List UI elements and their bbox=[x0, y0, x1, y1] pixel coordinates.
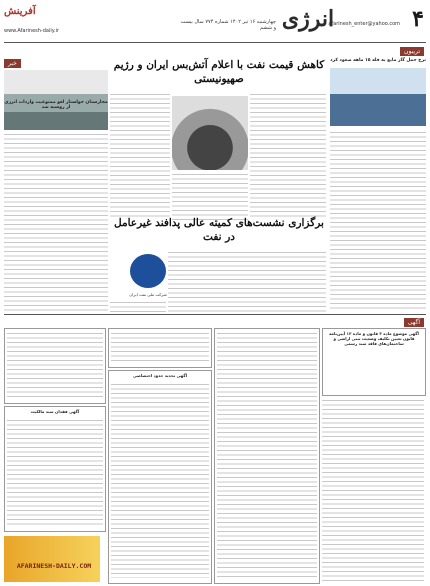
article-body-center-right bbox=[250, 92, 326, 220]
newspaper-logo: انرژی bbox=[281, 6, 335, 32]
notice-title-3: آگهی فقدان سند مالکیت bbox=[30, 409, 80, 414]
notice-body-1 bbox=[322, 398, 424, 582]
lng-ship-image bbox=[330, 68, 426, 126]
article-body-center-second bbox=[168, 250, 326, 312]
notice-body-6 bbox=[7, 418, 103, 526]
website-banner[interactable] bbox=[4, 536, 100, 582]
page-number: ۴ bbox=[412, 6, 424, 32]
notice-box-1 bbox=[322, 328, 426, 396]
notice-body-5 bbox=[7, 331, 103, 399]
oil-barrel-image bbox=[172, 96, 248, 170]
notice-box-4 bbox=[108, 370, 212, 584]
notice-body-2 bbox=[217, 331, 317, 579]
website-banner-text[interactable]: AFARINESH-DAILY.COM bbox=[16, 562, 92, 570]
section-tag-left: خبر bbox=[4, 59, 21, 68]
website-url[interactable]: www.Afarinesh-daily.ir bbox=[4, 28, 60, 34]
article-title-left: مجارستان خواستار لغو ممنوعیت واردات انرژی از روسیه شد bbox=[4, 100, 108, 110]
notice-box-3 bbox=[108, 328, 212, 368]
notice-box-2 bbox=[214, 328, 320, 584]
article-body-left bbox=[4, 132, 108, 312]
masthead bbox=[0, 0, 430, 46]
center-headline: برگزاری نشست‌های کمیته عالی پدافند غیرعامل در نفت bbox=[114, 217, 324, 243]
article-body-center-bottom bbox=[110, 300, 166, 312]
notice-body-4 bbox=[111, 382, 209, 578]
brand-logo-small: آفرینش bbox=[4, 6, 36, 17]
main-headline: کاهش قیمت نفت با اعلام آتش‌بس ایران و رژیم صهیونیستی bbox=[113, 59, 325, 85]
article-title-right: نرخ حمل گاز مایع به قله ۱۵ ماهه صعود کرد bbox=[330, 58, 426, 63]
masthead-rule bbox=[4, 42, 426, 43]
notices-rule bbox=[4, 314, 426, 315]
section-tag-right: تریبون bbox=[400, 47, 424, 56]
section-tag-notices: آگهی bbox=[404, 318, 424, 327]
notice-title-2: آگهی تحدید حدود اختصاصی bbox=[132, 373, 188, 378]
notice-body-3 bbox=[111, 331, 209, 363]
nioc-logo-caption: شرکت ملی نفت ایران bbox=[129, 292, 167, 297]
date-line: چهارشنبه ۱۶ تیر ۱۴۰۲ شماره ۷۷۴ سال بیست و ششم bbox=[180, 19, 276, 31]
article-body-center-left bbox=[172, 172, 248, 220]
notice-box-5 bbox=[4, 328, 106, 404]
email-address[interactable]: afarinesh_enter@yahoo.com bbox=[328, 21, 400, 27]
notice-title-1: آگهی موضوع ماده ۳ قانون و ماده ۱۳ آیین‌نامه قانون تعیین تکلیف وضعیت ثبتی اراضی و ساختمان‌های فاقد سند رسمی bbox=[329, 331, 419, 346]
nioc-logo bbox=[130, 254, 166, 288]
article-body-left-column bbox=[110, 92, 170, 220]
article-body-right bbox=[330, 130, 426, 310]
notice-box-6 bbox=[4, 406, 106, 532]
